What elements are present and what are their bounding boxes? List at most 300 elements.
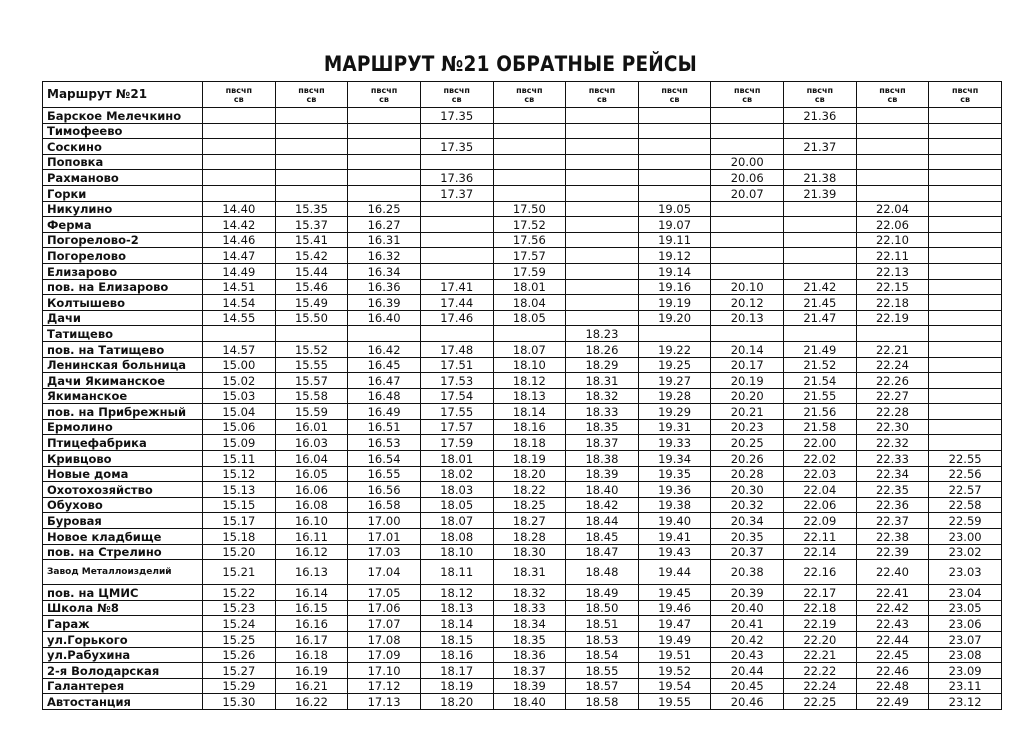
time-cell — [711, 201, 784, 217]
time-cell: 18.13 — [493, 388, 566, 404]
time-cell: 17.10 — [348, 663, 421, 679]
time-cell: 15.15 — [203, 497, 276, 513]
time-cell: 21.58 — [784, 419, 857, 435]
time-cell — [856, 108, 929, 124]
time-cell: 18.20 — [420, 694, 493, 710]
time-cell: 17.54 — [420, 388, 493, 404]
column-header — [856, 82, 929, 108]
time-cell: 19.38 — [638, 497, 711, 513]
table-row — [43, 600, 1002, 616]
time-cell: 22.11 — [856, 248, 929, 264]
time-cell — [420, 217, 493, 233]
time-cell — [420, 326, 493, 342]
time-cell — [711, 248, 784, 264]
time-cell: 15.04 — [203, 404, 276, 420]
stop-name: Дачи Якиманское — [43, 373, 203, 389]
time-cell — [275, 170, 348, 186]
time-cell — [856, 123, 929, 139]
time-cell: 20.41 — [711, 616, 784, 632]
time-cell — [929, 108, 1002, 124]
table-row — [43, 647, 1002, 663]
table-row — [43, 341, 1002, 357]
time-cell: 18.16 — [420, 647, 493, 663]
time-cell — [493, 326, 566, 342]
stop-name: Ленинская больница — [43, 357, 203, 373]
time-cell: 17.44 — [420, 295, 493, 311]
time-cell: 19.47 — [638, 616, 711, 632]
stop-name: Якиманское — [43, 388, 203, 404]
time-cell — [929, 123, 1002, 139]
time-cell: 23.03 — [929, 560, 1002, 585]
stop-name: Елизарово — [43, 263, 203, 279]
column-header-days: пвсчп — [879, 85, 906, 95]
time-cell — [711, 326, 784, 342]
time-cell: 15.58 — [275, 388, 348, 404]
time-cell: 17.48 — [420, 341, 493, 357]
time-cell: 19.55 — [638, 694, 711, 710]
time-cell: 17.35 — [420, 108, 493, 124]
time-cell: 18.39 — [493, 678, 566, 694]
column-header-days-2: св — [524, 94, 535, 104]
time-cell: 20.20 — [711, 388, 784, 404]
time-cell: 17.56 — [493, 232, 566, 248]
table-row — [43, 123, 1002, 139]
table-row — [43, 585, 1002, 601]
time-cell — [348, 108, 421, 124]
time-cell — [638, 123, 711, 139]
time-cell: 20.43 — [711, 647, 784, 663]
time-cell: 16.14 — [275, 585, 348, 601]
time-cell: 22.49 — [856, 694, 929, 710]
time-cell: 18.22 — [493, 482, 566, 498]
time-cell: 21.54 — [784, 373, 857, 389]
time-cell: 22.40 — [856, 560, 929, 585]
table-row — [43, 373, 1002, 389]
time-cell: 16.51 — [348, 419, 421, 435]
time-cell: 22.32 — [856, 435, 929, 451]
stop-name: Завод Металлоизделий — [43, 560, 203, 585]
time-cell: 18.37 — [566, 435, 639, 451]
time-cell: 15.50 — [275, 310, 348, 326]
time-cell: 16.32 — [348, 248, 421, 264]
time-cell: 18.20 — [493, 466, 566, 482]
column-header-days-2: св — [379, 94, 389, 104]
time-cell: 18.11 — [420, 560, 493, 585]
time-cell — [784, 248, 857, 264]
time-cell: 16.01 — [275, 419, 348, 435]
table-row — [43, 217, 1002, 233]
time-cell — [638, 154, 711, 170]
time-cell: 19.51 — [638, 647, 711, 663]
time-cell: 16.06 — [275, 482, 348, 498]
time-cell: 18.19 — [493, 451, 566, 467]
time-cell: 17.53 — [420, 373, 493, 389]
time-cell: 18.13 — [420, 600, 493, 616]
time-cell: 17.12 — [348, 678, 421, 694]
stop-name: Дачи — [43, 310, 203, 326]
time-cell: 17.06 — [348, 600, 421, 616]
time-cell: 19.35 — [638, 466, 711, 482]
time-cell: 16.54 — [348, 451, 421, 467]
time-cell — [929, 217, 1002, 233]
column-header — [348, 82, 421, 108]
time-cell: 23.05 — [929, 600, 1002, 616]
time-cell: 18.32 — [493, 585, 566, 601]
time-cell: 22.09 — [784, 513, 857, 529]
time-cell — [929, 295, 1002, 311]
time-cell — [929, 388, 1002, 404]
time-cell: 16.05 — [275, 466, 348, 482]
time-cell: 18.28 — [493, 529, 566, 545]
time-cell: 22.56 — [929, 466, 1002, 482]
time-cell — [929, 373, 1002, 389]
table-row — [43, 357, 1002, 373]
table-row — [43, 404, 1002, 420]
stop-name: Тимофеево — [43, 123, 203, 139]
time-cell — [784, 201, 857, 217]
time-cell: 15.46 — [275, 279, 348, 295]
time-cell: 20.40 — [711, 600, 784, 616]
time-cell: 18.16 — [493, 419, 566, 435]
table-row — [43, 529, 1002, 545]
column-header-days-2: св — [669, 94, 680, 104]
time-cell: 17.55 — [420, 404, 493, 420]
stop-name: пов. на Прибрежный — [43, 404, 203, 420]
time-cell — [493, 154, 566, 170]
time-cell: 23.07 — [929, 632, 1002, 648]
table-row — [43, 616, 1002, 632]
time-cell: 16.31 — [348, 232, 421, 248]
time-cell — [929, 357, 1002, 373]
time-cell: 19.46 — [638, 600, 711, 616]
time-cell — [275, 108, 348, 124]
time-cell: 14.42 — [203, 217, 276, 233]
time-cell — [711, 123, 784, 139]
time-cell: 20.07 — [711, 185, 784, 201]
time-cell: 22.39 — [856, 544, 929, 560]
time-cell: 18.54 — [566, 647, 639, 663]
stop-name: Татищево — [43, 326, 203, 342]
time-cell: 18.30 — [493, 544, 566, 560]
time-cell: 17.13 — [348, 694, 421, 710]
stop-name: Колтышево — [43, 295, 203, 311]
time-cell: 15.24 — [203, 616, 276, 632]
table-row — [43, 435, 1002, 451]
time-cell: 22.11 — [784, 529, 857, 545]
time-cell — [566, 108, 639, 124]
time-cell — [566, 248, 639, 264]
time-cell: 16.47 — [348, 373, 421, 389]
time-cell: 15.37 — [275, 217, 348, 233]
time-cell: 22.02 — [784, 451, 857, 467]
time-cell: 15.52 — [275, 341, 348, 357]
time-cell: 15.41 — [275, 232, 348, 248]
time-cell: 16.21 — [275, 678, 348, 694]
time-cell: 18.01 — [420, 451, 493, 467]
time-cell: 18.40 — [566, 482, 639, 498]
time-cell — [348, 326, 421, 342]
time-cell: 17.08 — [348, 632, 421, 648]
table-row — [43, 694, 1002, 710]
table-row — [43, 544, 1002, 560]
time-cell: 18.53 — [566, 632, 639, 648]
time-cell: 16.25 — [348, 201, 421, 217]
column-header — [420, 82, 493, 108]
time-cell: 19.33 — [638, 435, 711, 451]
time-cell — [348, 154, 421, 170]
time-cell — [566, 263, 639, 279]
time-cell — [929, 201, 1002, 217]
time-cell — [566, 139, 639, 155]
table-row — [43, 419, 1002, 435]
stop-name: Ермолино — [43, 419, 203, 435]
stop-name: пов. на Стрелино — [43, 544, 203, 560]
time-cell: 20.42 — [711, 632, 784, 648]
time-cell: 19.14 — [638, 263, 711, 279]
time-cell: 19.44 — [638, 560, 711, 585]
time-cell — [711, 108, 784, 124]
time-cell: 22.04 — [856, 201, 929, 217]
time-cell: 17.01 — [348, 529, 421, 545]
time-cell: 18.04 — [493, 295, 566, 311]
time-cell — [784, 326, 857, 342]
column-header-days-2: св — [814, 94, 825, 104]
time-cell: 17.36 — [420, 170, 493, 186]
time-cell: 19.22 — [638, 341, 711, 357]
time-cell: 17.59 — [493, 263, 566, 279]
time-cell — [711, 232, 784, 248]
time-cell: 16.56 — [348, 482, 421, 498]
time-cell: 22.10 — [856, 232, 929, 248]
time-cell: 16.11 — [275, 529, 348, 545]
table-row — [43, 139, 1002, 155]
time-cell: 16.17 — [275, 632, 348, 648]
time-cell — [420, 232, 493, 248]
time-cell: 22.57 — [929, 482, 1002, 498]
time-cell: 18.51 — [566, 616, 639, 632]
time-cell: 22.00 — [784, 435, 857, 451]
time-cell: 15.23 — [203, 600, 276, 616]
stop-name: Горки — [43, 185, 203, 201]
time-cell — [203, 185, 276, 201]
time-cell: 21.55 — [784, 388, 857, 404]
column-header-days-2: св — [306, 94, 317, 104]
column-header — [929, 82, 1002, 108]
table-row — [43, 663, 1002, 679]
stop-name: пов. на Елизарово — [43, 279, 203, 295]
stop-name: 2-я Володарская — [43, 663, 203, 679]
table-row — [43, 263, 1002, 279]
time-cell — [348, 170, 421, 186]
stop-name: Никулино — [43, 201, 203, 217]
time-cell: 23.02 — [929, 544, 1002, 560]
route-header: Маршрут №21 — [43, 82, 203, 108]
time-cell: 14.40 — [203, 201, 276, 217]
time-cell: 19.34 — [638, 451, 711, 467]
time-cell: 20.46 — [711, 694, 784, 710]
time-cell — [784, 123, 857, 139]
time-cell: 19.16 — [638, 279, 711, 295]
time-cell: 17.57 — [493, 248, 566, 264]
time-cell: 20.12 — [711, 295, 784, 311]
time-cell: 20.19 — [711, 373, 784, 389]
time-cell: 15.26 — [203, 647, 276, 663]
stop-name: Автостанция — [43, 694, 203, 710]
time-cell: 17.51 — [420, 357, 493, 373]
time-cell — [929, 279, 1002, 295]
time-cell: 18.12 — [420, 585, 493, 601]
time-cell — [420, 263, 493, 279]
time-cell: 18.05 — [420, 497, 493, 513]
time-cell: 20.23 — [711, 419, 784, 435]
time-cell: 18.47 — [566, 544, 639, 560]
time-cell — [856, 139, 929, 155]
table-row — [43, 295, 1002, 311]
time-cell: 22.19 — [784, 616, 857, 632]
time-cell — [203, 154, 276, 170]
time-cell: 23.11 — [929, 678, 1002, 694]
stop-name: ул.Рабухина — [43, 647, 203, 663]
time-cell: 15.35 — [275, 201, 348, 217]
time-cell: 17.41 — [420, 279, 493, 295]
time-cell: 18.57 — [566, 678, 639, 694]
time-cell: 18.23 — [566, 326, 639, 342]
stop-name: Кривцово — [43, 451, 203, 467]
time-cell: 19.05 — [638, 201, 711, 217]
column-header — [638, 82, 711, 108]
time-cell: 22.17 — [784, 585, 857, 601]
column-header-days: пвсчп — [225, 85, 252, 95]
time-cell: 20.38 — [711, 560, 784, 585]
time-cell — [856, 185, 929, 201]
column-header-days-2: св — [597, 94, 607, 104]
time-cell: 18.36 — [493, 647, 566, 663]
time-cell: 17.09 — [348, 647, 421, 663]
time-cell: 16.39 — [348, 295, 421, 311]
stop-name: Новые дома — [43, 466, 203, 482]
time-cell: 18.39 — [566, 466, 639, 482]
time-cell: 15.12 — [203, 466, 276, 482]
time-cell — [638, 108, 711, 124]
column-header-days-2: св — [233, 94, 244, 104]
time-cell — [929, 248, 1002, 264]
time-cell: 14.46 — [203, 232, 276, 248]
table-row — [43, 632, 1002, 648]
time-cell: 21.52 — [784, 357, 857, 373]
table-row — [43, 279, 1002, 295]
time-cell — [856, 154, 929, 170]
time-cell: 20.14 — [711, 341, 784, 357]
time-cell: 19.29 — [638, 404, 711, 420]
schedule-table — [42, 81, 1002, 710]
time-cell: 15.18 — [203, 529, 276, 545]
time-cell — [275, 154, 348, 170]
time-cell: 22.27 — [856, 388, 929, 404]
time-cell: 18.25 — [493, 497, 566, 513]
time-cell: 20.13 — [711, 310, 784, 326]
time-cell: 18.10 — [420, 544, 493, 560]
time-cell: 16.22 — [275, 694, 348, 710]
time-cell: 18.14 — [493, 404, 566, 420]
time-cell: 20.44 — [711, 663, 784, 679]
time-cell: 20.06 — [711, 170, 784, 186]
time-cell: 20.21 — [711, 404, 784, 420]
time-cell — [275, 123, 348, 139]
time-cell: 17.37 — [420, 185, 493, 201]
time-cell: 18.31 — [566, 373, 639, 389]
time-cell: 18.12 — [493, 373, 566, 389]
time-cell: 16.08 — [275, 497, 348, 513]
time-cell — [929, 232, 1002, 248]
time-cell — [638, 185, 711, 201]
time-cell: 16.12 — [275, 544, 348, 560]
time-cell: 17.59 — [420, 435, 493, 451]
time-cell — [493, 123, 566, 139]
time-cell: 19.12 — [638, 248, 711, 264]
time-cell — [784, 232, 857, 248]
time-cell — [348, 185, 421, 201]
time-cell: 14.54 — [203, 295, 276, 311]
table-row — [43, 482, 1002, 498]
time-cell: 16.15 — [275, 600, 348, 616]
column-header-days: пвсчп — [516, 85, 543, 95]
time-cell: 22.13 — [856, 263, 929, 279]
column-header — [711, 82, 784, 108]
time-cell: 23.12 — [929, 694, 1002, 710]
column-header-days: пвсчп — [588, 85, 616, 95]
time-cell: 15.17 — [203, 513, 276, 529]
table-row — [43, 560, 1002, 585]
time-cell: 19.52 — [638, 663, 711, 679]
time-cell: 22.26 — [856, 373, 929, 389]
time-cell: 22.06 — [784, 497, 857, 513]
time-cell: 18.27 — [493, 513, 566, 529]
time-cell: 21.45 — [784, 295, 857, 311]
time-cell: 19.19 — [638, 295, 711, 311]
time-cell — [784, 217, 857, 233]
time-cell: 17.46 — [420, 310, 493, 326]
time-cell: 22.48 — [856, 678, 929, 694]
stop-name: пов. на ЦМИС — [43, 585, 203, 601]
time-cell — [929, 310, 1002, 326]
time-cell — [929, 341, 1002, 357]
time-cell: 21.39 — [784, 185, 857, 201]
time-cell — [348, 139, 421, 155]
time-cell — [203, 108, 276, 124]
time-cell: 16.03 — [275, 435, 348, 451]
time-cell: 18.14 — [420, 616, 493, 632]
time-cell: 22.04 — [784, 482, 857, 498]
column-header-days: пвсчп — [734, 85, 761, 95]
time-cell: 18.33 — [566, 404, 639, 420]
stop-name: Поповка — [43, 154, 203, 170]
time-cell — [856, 326, 929, 342]
table-row — [43, 201, 1002, 217]
time-cell: 22.42 — [856, 600, 929, 616]
time-cell: 15.03 — [203, 388, 276, 404]
time-cell: 21.42 — [784, 279, 857, 295]
time-cell: 22.25 — [784, 694, 857, 710]
time-cell: 22.46 — [856, 663, 929, 679]
time-cell: 15.30 — [203, 694, 276, 710]
time-cell — [203, 123, 276, 139]
time-cell: 17.03 — [348, 544, 421, 560]
time-cell: 20.30 — [711, 482, 784, 498]
time-cell: 21.36 — [784, 108, 857, 124]
time-cell: 17.52 — [493, 217, 566, 233]
time-cell: 15.49 — [275, 295, 348, 311]
stop-name: Школа №8 — [43, 600, 203, 616]
